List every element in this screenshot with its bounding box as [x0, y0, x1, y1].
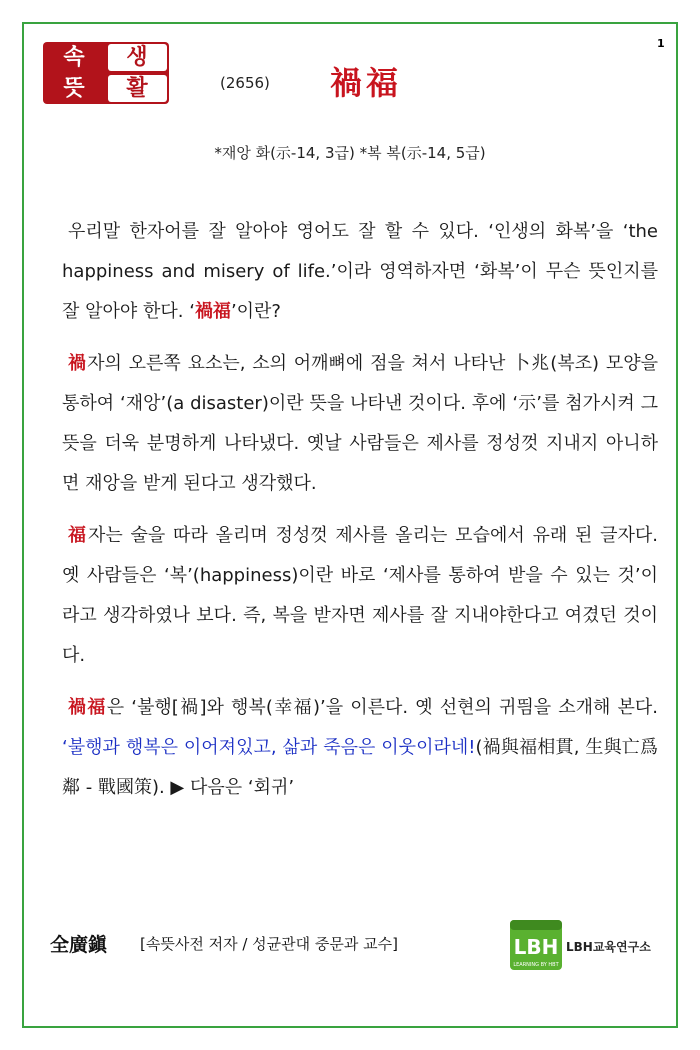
text-segment: 자의 오른쪽 요소는, 소의 어깨뼈에 점을 쳐서 나타난 卜兆(복조) 모양을 통하여 ‘재앙’(a disaster)이란 뜻을 나타낸 것이다. 후에 ‘示’를 첨가시켜 그 뜻을 더욱 분명하게 나타냈다. 옛날 사람들은 제사를 정성껏 지내지 아니하면 재앙을 받게 된다고 생각했다.: [62, 353, 658, 494]
body-text: [62, 212, 658, 808]
hanja-highlight: 禍: [68, 353, 88, 374]
hanja-highlight: 禍福: [68, 697, 107, 718]
logo-char-3: 뜻: [63, 76, 86, 101]
subtitle: *재앙 화(示-14, 3급) *복 복(示-14, 5급): [214, 144, 486, 162]
org-name: LBH교육연구소: [566, 940, 651, 954]
paragraph: [62, 344, 658, 504]
text-segment: 은 ‘불행[禍]와 행복(幸福)’을 이른다. 옛 선현의 귀띔을 소개해 본다.: [106, 697, 658, 718]
sokttuet-logo: [43, 42, 169, 104]
paragraph: [62, 516, 658, 676]
author-name: 全廣鎭: [50, 934, 108, 956]
logo-char-4: 활: [108, 75, 167, 102]
logo-char-2: 생: [108, 44, 167, 71]
org-logo-text: LBH: [513, 935, 559, 959]
entry-code: (2656): [220, 74, 270, 92]
logo-char-1: 속: [63, 45, 86, 70]
hanja-highlight: 福: [68, 525, 89, 546]
text-segment: (禍與福相貫, 生與亡爲鄰 - 戰國策). ▶ 다음은 ‘회귀’: [62, 737, 658, 798]
paragraph: [62, 688, 658, 808]
text-segment: 자는 술을 따라 올리며 정성껏 제사를 올리는 모습에서 유래 된 글자다. 옛 사람들은 ‘복’(happiness)이란 바로 ‘제사를 통하여 받을 수 있는 것’이라고 생각하였나 보다. 즉, 복을 받자면 제사를 잘 지내야한다고 여겼던 것이다.: [62, 525, 659, 666]
paragraph: [62, 212, 658, 332]
org-logo-tagline: LEARNING BY HBT: [513, 962, 559, 968]
text-segment: ’이란?: [230, 301, 281, 322]
page-number: 1: [657, 37, 665, 50]
page-title: 禍福: [330, 64, 403, 102]
quote-highlight: ‘불행과 행복은 이어져있고, 삶과 죽음은 이웃이라네!: [62, 737, 476, 758]
hanja-highlight: 禍福: [194, 301, 231, 322]
text-segment: 우리말 한자어를 잘 알아야 영어도 잘 할 수 있다. ‘인생의 화복’을 ‘the happiness and misery of life.’이라 영역하자면 ‘화복’이 무슨 뜻인지를 잘 알아야 한다. ‘: [62, 221, 658, 322]
author-role: [속뜻사전 저자 / 성균관대 중문과 교수]: [140, 935, 398, 953]
lbh-logo-icon: [508, 918, 564, 972]
